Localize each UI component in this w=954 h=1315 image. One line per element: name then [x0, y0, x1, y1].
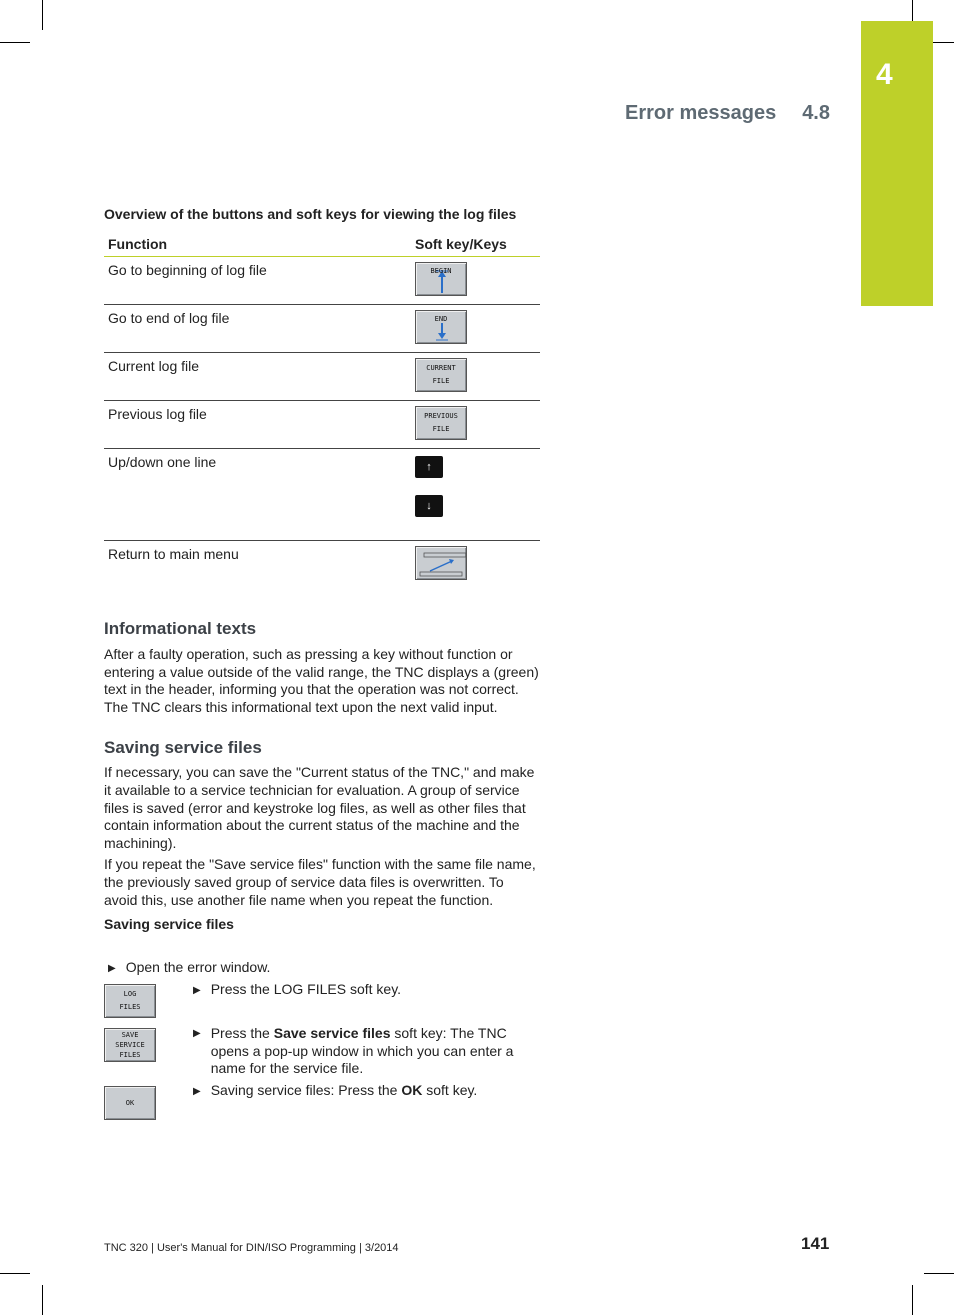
function-cell: Up/down one line — [104, 449, 411, 541]
crop-mark — [42, 0, 43, 30]
bullet-icon: ▶ — [193, 1028, 201, 1039]
arrow-down-key[interactable]: ↓ — [415, 495, 443, 517]
save-service-files-softkey[interactable] — [104, 1028, 156, 1062]
step-text: soft key. — [422, 1082, 478, 1098]
table-row — [104, 353, 540, 401]
main-menu-icon — [416, 547, 468, 581]
table-caption: Overview of the buttons and soft keys for viewing the log files — [104, 206, 517, 222]
end-softkey[interactable] — [415, 310, 467, 344]
chapter-number: 4 — [876, 58, 893, 91]
step-text-bold: OK — [401, 1082, 423, 1098]
informational-heading: Informational texts — [104, 619, 257, 638]
bullet-icon: ▶ — [193, 1086, 201, 1097]
crop-mark — [912, 1285, 913, 1315]
softkey-label: FILE — [432, 425, 450, 433]
crop-mark — [0, 42, 30, 43]
softkey-label: LOG — [123, 990, 137, 998]
step-save-service-files — [193, 1025, 538, 1078]
function-cell: Current log file — [104, 353, 411, 401]
step-ok — [193, 1082, 538, 1101]
log-files-softkey[interactable] — [104, 984, 156, 1018]
softkey-label: FILE — [432, 377, 450, 385]
softkey-label: END — [434, 314, 448, 323]
step-log-files — [193, 981, 533, 1000]
main-content — [104, 206, 540, 932]
softkey-label: SAVE — [121, 1031, 139, 1039]
current-file-softkey[interactable] — [415, 358, 467, 392]
arrow-up-key[interactable]: ↑ — [415, 456, 443, 478]
step-text: Press the LOG FILES soft key. — [210, 981, 402, 997]
saving-subheading: Saving service files — [104, 916, 234, 933]
section-number: 4.8 — [802, 102, 830, 124]
function-cell: Go to end of log file — [104, 305, 411, 353]
saving-heading: Saving service files — [104, 738, 262, 758]
table-row — [104, 401, 540, 449]
table-row — [104, 305, 540, 353]
softkey-label: PREVIOUS — [424, 412, 458, 420]
chapter-tab — [861, 21, 933, 306]
informational-body: After a faulty operation, such as pressing a key without function or entering a value outside of the valid range, the TNC displays a (green) text in the header, informing you that the operation was not correct. The TNC clears this informational text upon the next valid input. — [104, 646, 539, 715]
bullet-icon: ▶ — [108, 963, 116, 974]
crop-mark — [42, 1285, 43, 1315]
step-open-error-window — [108, 959, 270, 978]
softkey-label: CURRENT — [426, 364, 456, 372]
column-header-function: Function — [104, 230, 411, 257]
step-text: Press the — [210, 1025, 274, 1041]
softkey-table — [104, 230, 540, 588]
softkey-label: FILES — [119, 1003, 141, 1011]
begin-softkey[interactable] — [415, 262, 467, 296]
softkey-label: FILES — [119, 1051, 141, 1059]
section-header — [625, 102, 830, 125]
column-header-keys: Soft key/Keys — [411, 230, 540, 257]
step-text-bold: Save service files — [273, 1025, 391, 1041]
table-header-row — [104, 230, 540, 257]
step-text: Open the error window. — [125, 959, 271, 975]
saving-paragraph-1: If necessary, you can save the "Current status of the TNC," and make it available to a service technician for evaluation. A group of service files is saved (error and keystroke log files, as well as other files that contain information about the current status of the machine and the machining). — [104, 764, 535, 851]
function-cell: Previous log file — [104, 401, 411, 449]
crop-mark — [924, 1273, 954, 1274]
ok-softkey[interactable] — [104, 1086, 156, 1120]
footer-text: TNC 320 | User's Manual for DIN/ISO Programming | 3/2014 — [104, 1242, 399, 1254]
previous-file-softkey[interactable] — [415, 406, 467, 440]
function-cell: Go to beginning of log file — [104, 257, 411, 305]
table-row — [104, 449, 540, 541]
page-number: 141 — [801, 1234, 830, 1253]
table-row — [104, 541, 540, 589]
softkey-label: OK — [125, 1098, 135, 1107]
crop-mark — [0, 1273, 30, 1274]
section-title: Error messages — [624, 102, 777, 124]
bullet-icon: ▶ — [193, 985, 201, 996]
table-row — [104, 257, 540, 305]
function-cell: Return to main menu — [108, 546, 239, 562]
softkey-label: BEGIN — [430, 266, 452, 275]
softkey-label: SERVICE — [115, 1041, 145, 1049]
step-text: soft key: The TNC opens a pop-up window in which you can enter a name for the service file. — [210, 1025, 514, 1077]
main-menu-softkey[interactable] — [415, 546, 467, 580]
step-text: Saving service files: Press the — [210, 1082, 402, 1098]
saving-paragraph-2: If you repeat the "Save service files" function with the same file name, the previously saved group of service data files is overwritten. To avoid this, use another file name when you repeat the function. — [104, 856, 536, 908]
